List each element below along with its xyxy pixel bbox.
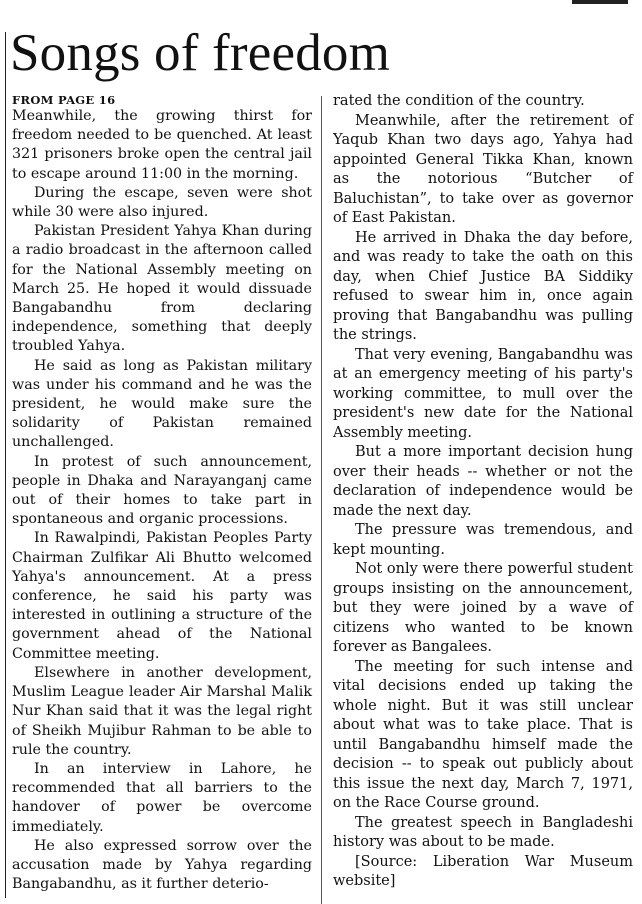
paragraph: But a more important decision hung over their heads -- whether or not the declaration of independence would be made the next day. <box>333 444 633 519</box>
right-column <box>333 92 633 892</box>
left-border-rule <box>5 32 6 898</box>
headline: Songs of freedom <box>10 24 391 82</box>
paragraph: That very evening, Bangabandhu was at an emergency meeting of his party's working committee, to mull over the president's new date for the National Assembly meeting. <box>333 346 633 441</box>
paragraph: He said as long as Pakistan military was under his command and he was the president, he would make sure the solidarity of Pakistan remained unchallenged. <box>12 357 312 451</box>
paragraph: During the escape, seven were shot while 30 were also injured. <box>12 184 312 221</box>
source-credit: [Source: Liberation War Museum website] <box>333 853 633 889</box>
jump-label: FROM PAGE 16 <box>12 93 116 107</box>
paragraph: He arrived in Dhaka the day before, and was ready to take the oath on this day, when Chief Justice BA Siddiky refused to swear him in, once again proving that Bangabandhu was pulling the strings. <box>333 229 633 343</box>
paragraph: Not only were there powerful student groups insisting on the announcement, but they were joined by a wave of citizens who wanted to be known forever as Bangalees. <box>333 561 633 655</box>
paragraph: Meanwhile, the growing thirst for freedom needed to be quenched. At least 321 prisoners broke open the central jail to escape around 11:00 in the morning. <box>12 108 312 182</box>
paragraph: The greatest speech in Bangladeshi history was about to be made. <box>333 814 633 850</box>
top-rule <box>0 0 642 5</box>
paragraph: The meeting for such intense and vital decisions ended up taking the whole night. But it was still unclear about what was to take place. That is until Bangabandhu himself made the decision -- to speak out publicly about this issue the next day, March 7, 1971, on the Race Course ground. <box>333 658 633 811</box>
column-divider <box>321 96 322 904</box>
left-column <box>12 92 312 894</box>
paragraph: In an interview in Lahore, he recommended that all barriers to the handover of power be overcome immediately. <box>12 760 312 835</box>
paragraph: In Rawalpindi, Pakistan Peoples Party Chairman Zulfikar Ali Bhutto welcomed Yahya's announcement. At a press conference, he said his party was interested in outlining a structure of the government ahead of the National Committee meeting. <box>12 530 312 662</box>
paragraph: Meanwhile, after the retirement of Yaqub Khan two days ago, Yahya had appointed General Tikka Khan, known as the notorious “Butcher of Baluchistan”, to take over as governor of East Pakistan. <box>333 112 633 226</box>
paragraph: Elsewhere in another development, Muslim League leader Air Marshal Malik Nur Khan said that it was the legal right of Sheikh Mujibur Rahman to be able to rule the country. <box>12 664 312 758</box>
paragraph-continuation: rated the condition of the country. <box>333 93 585 109</box>
paragraph: He also expressed sorrow over the accusation made by Yahya regarding Bangabandhu, as it further deterio- <box>12 837 312 893</box>
section-tab <box>572 0 628 4</box>
paragraph: Pakistan President Yahya Khan during a radio broadcast in the afternoon called for the National Assembly meeting on March 25. He hoped it would dissuade Bangabandhu from declaring independence, something that deeply troubled Yahya. <box>12 223 312 355</box>
paragraph: The pressure was tremendous, and kept mounting. <box>333 522 633 558</box>
paragraph: In protest of such announcement, people in Dhaka and Narayanganj came out of their homes to take part in spontaneous and organic processions. <box>12 453 312 528</box>
